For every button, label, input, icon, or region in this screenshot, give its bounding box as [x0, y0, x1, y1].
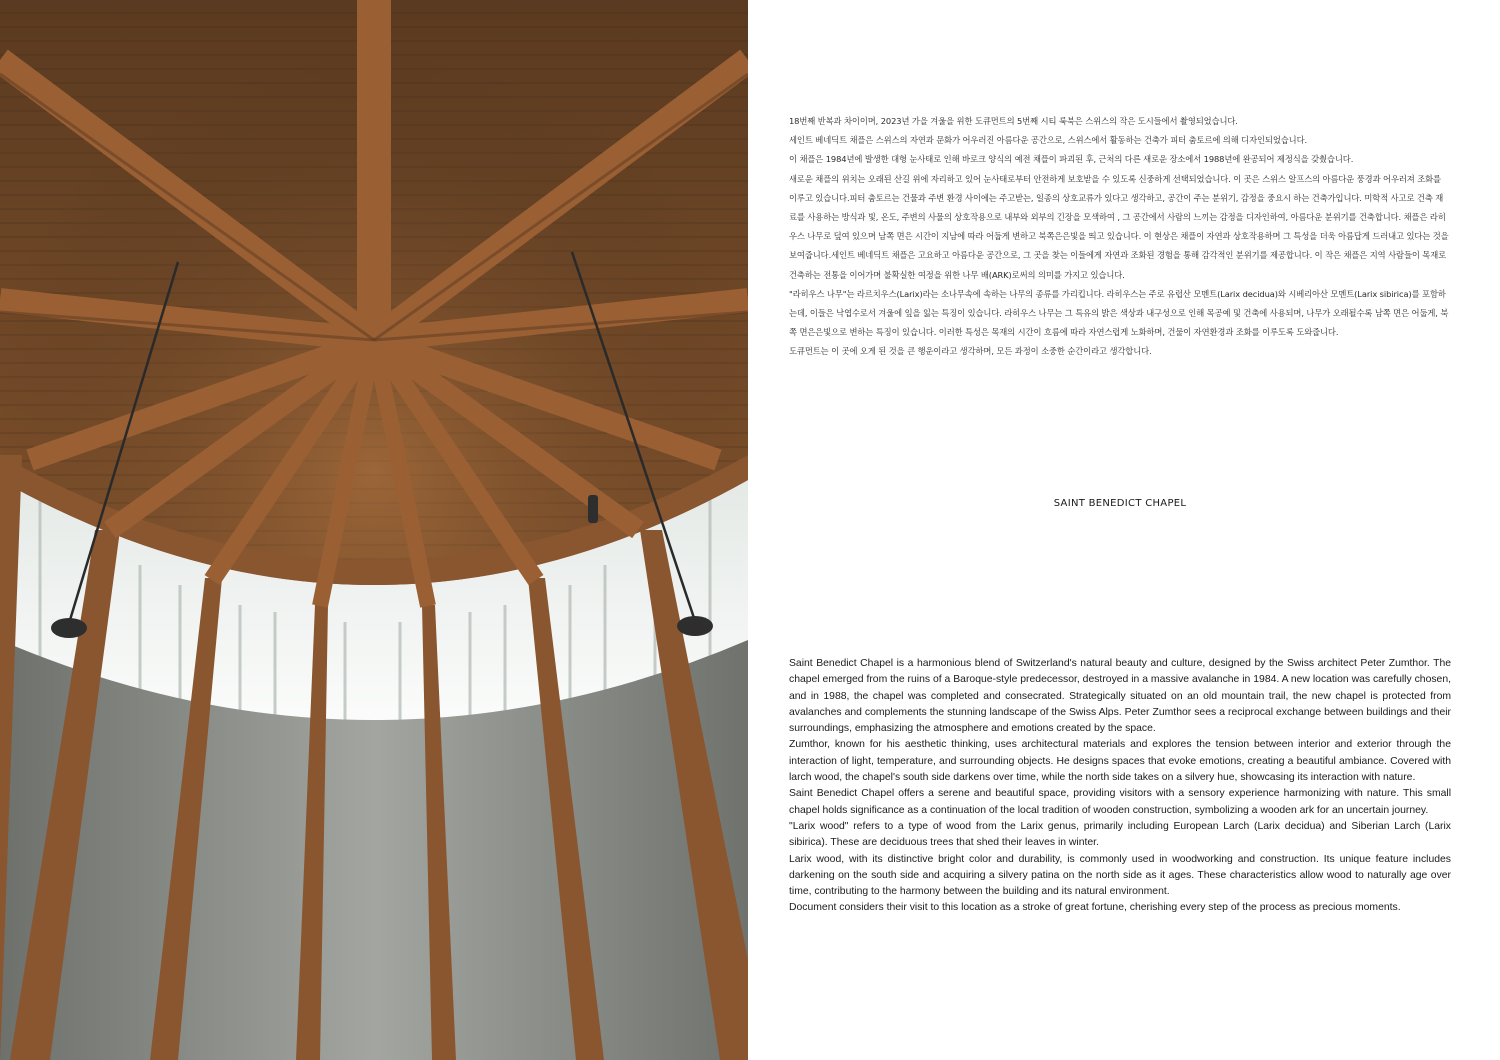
english-description: [789, 656, 1451, 917]
english-paragraph: Larix wood, with its distinctive bright color and durability, is commonly used in woodworking and construction. Its unique feature includes darkening on the south side and acquiring a silvery patina on the north side as it ages. These characteristics allow wood to naturally age over time, contributing to the harmony between the building and its natural environment.: [789, 853, 1451, 898]
chapel-title: SAINT BENEDICT CHAPEL: [1053, 498, 1187, 509]
korean-paragraph: 새로운 채플의 위치는 오래된 산길 위에 자리하고 있어 눈사태로부터 안전하게 보호받을 수 있도록 신중하게 선택되었습니다. 이 곳은 스위스 알프스의 아름다운 풍경과 어우러져 조화를 이루고 있습니다.피터 춤토르는 건물과 주변 환경 사이에는 주고받는, 일종의 상호교류가 있다고 생각하고, 공간이 주는 분위기, 감정을 중요시 하는 건축가입니다. 미학적 사고로 건축 재료를 사용하는 방식과 빛, 온도, 주변의 사물의 상호작용으로 내부와 외부의 긴장을 모색하여 , 그 공간에서 사람의 느끼는 감정을 디자인하여, 아름다운 분위기를 건축합니다. 채플은 라히우스 나무로 덮여 있으며 남쪽 면은 시간이 지남에 따라 어둡게 변하고 북쪽은은빛을 띄고 있습니다. 이 현상은 채플이 자연과 상호작용하며 그 특성을 더욱 아름답게 드러내고 있다는 것을 보여줍니다.세인트 베네딕트 채플은 고요하고 아름다운 공간으로, 그 곳을 찾는 이들에게 자연과 조화된 경험을 통해 감각적인 분위기를 제공합니다. 이 작은 채플은 지역 사람들이 목재로 건축하는 전통을 이어가며 불확실한 여정을 위한 나무 배(ARK)로써의 의미를 가지고 있습니다.: [789, 173, 1449, 280]
korean-description: [789, 112, 1451, 362]
korean-paragraph: 이 채플은 1984년에 발생한 대형 눈사태로 인해 바로크 양식의 예전 채플이 파괴된 후, 근처의 다른 새로운 장소에서 1988년에 완공되어 제정식을 갖췄습니다.: [789, 154, 1354, 165]
korean-paragraph: 세인트 베네딕트 채플은 스위스의 자연과 문화가 어우러진 아름다운 공간으로, 스위스에서 활동하는 건축가 피터 춤토르에 의해 디자인되었습니다.: [789, 135, 1308, 146]
chapel-interior-photo: [0, 0, 748, 1060]
english-paragraph: "Larix wood" refers to a type of wood from the Larix genus, primarily including European Larch (Larix decidua) and Siberian Larch (Larix sibirica). These are deciduous trees that shed their leaves in winter.: [789, 820, 1451, 849]
korean-paragraph: 18번째 반복과 차이이며, 2023년 가을 겨울을 위한 도큐먼트의 5번째 시티 룩북은 스위스의 작은 도시들에서 촬영되었습니다.: [789, 116, 1238, 126]
english-paragraph: Saint Benedict Chapel offers a serene and beautiful space, providing visitors with a sensory experience harmonizing with nature. This small chapel holds significance as a continuation of the local tradition of wooden construction, symbolizing a wooden ark for an uncertain journey.: [789, 788, 1451, 816]
english-paragraph: Saint Benedict Chapel is a harmonious blend of Switzerland's natural beauty and culture, designed by the Swiss architect Peter Zumthor. The chapel emerged from the ruins of a Baroque-style predecessor, destroyed in a massive avalanche in 1984. A new location was carefully chosen, and in 1988, the chapel was completed and consecrated. Strategically situated on an old mountain trail, the new chapel is protected from avalanches and complements the stunning landscape of the Swiss Alps. Peter Zumthor sees a reciprocal exchange between buildings and their surroundings, emphasizing the atmosphere and emotions created by the space.: [789, 658, 1451, 735]
text-column: [789, 0, 1451, 1060]
english-paragraph: Document considers their visit to this location as a stroke of great fortune, cherishing every step of the process as precious moments.: [789, 902, 1401, 914]
chapel-ceiling-illustration: [0, 0, 748, 1060]
english-paragraph: Zumthor, known for his aesthetic thinking, uses architectural materials and explores the tension between interior and exterior through the interaction of light, temperature, and surrounding objects. He designs spaces that evoke emotions, creating a beautiful ambiance. Covered with larch wood, the chapel's south side darkens over time, while the north side takes on a silvery hue, showcasing its interaction with nature.: [789, 739, 1451, 784]
korean-paragraph: "라히우스 나무"는 라르치우스(Larix)라는 소나무속에 속하는 나무의 종류를 가리킵니다. 라히우스는 주로 유럽산 모멘트(Larix decidua)와 시베리아산 모멘트(Larix sibirica)를 포함하는데, 이들은 낙엽수로서 겨울에 잎을 잃는 특징이 있습니다. 라히우스 나무는 그 특유의 밝은 색상과 내구성으로 인해 목공예 및 건축에 사용되며, 나무가 오래될수록 남쪽 면은 어둡게, 북쪽 면은은빛으로 변하는 특징이 있습니다. 이러한 특성은 목재의 시간이 흐름에 따라 자연스럽게 노화하며, 건물이 자연환경과 조화를 이루도록 도와줍니다.: [789, 288, 1449, 338]
korean-paragraph: 도큐먼트는 이 곳에 오게 된 것을 큰 행운이라고 생각하며, 모든 과정이 소중한 순간이라고 생각합니다.: [789, 346, 1152, 357]
